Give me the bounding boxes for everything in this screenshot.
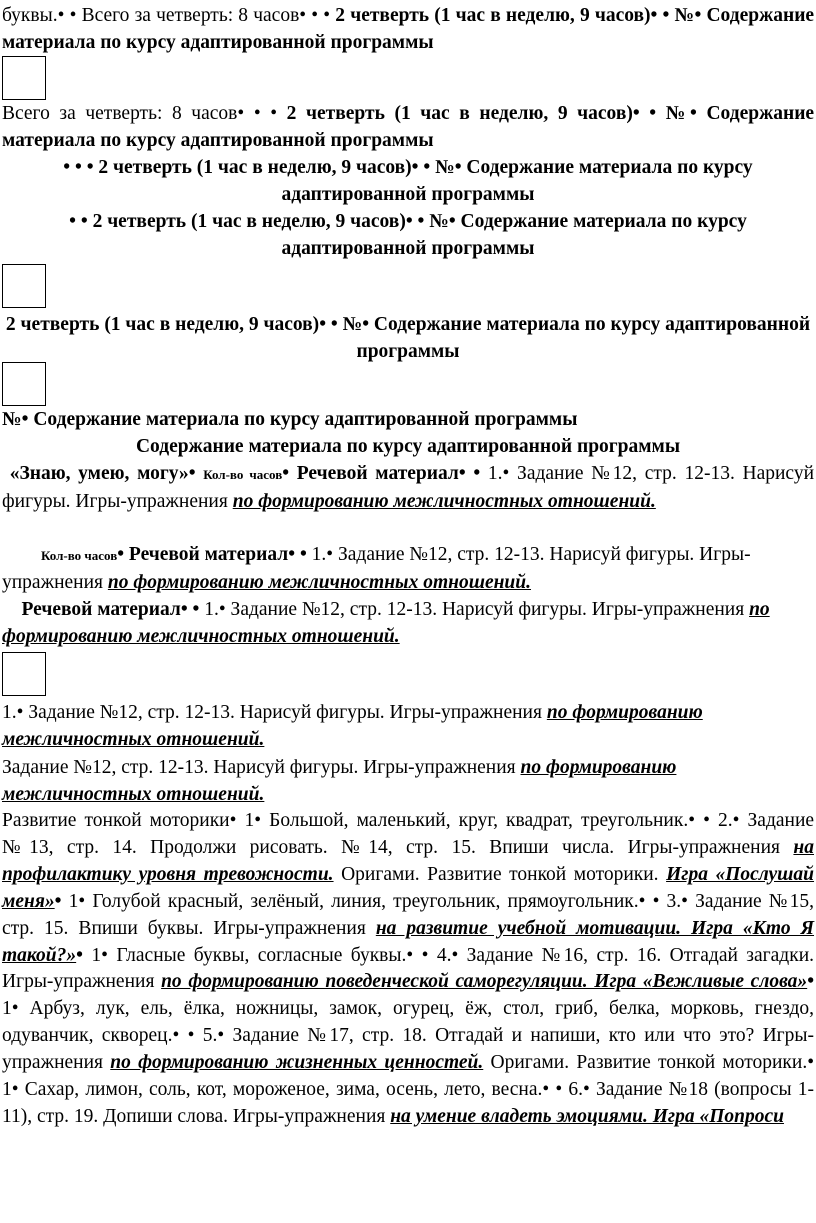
text: по формированию межличностных отношений. <box>2 757 677 805</box>
text: Сахар, лимон, соль, кот, мороженое, зима, осень, лето, весна. <box>24 1079 543 1101</box>
bullet: • <box>192 599 200 620</box>
text: Всего за четверть: 8 часов <box>81 5 300 26</box>
text: буквы. <box>2 5 58 26</box>
paragraph-11 <box>2 699 814 753</box>
bullet: • <box>421 944 429 966</box>
text: по формированию жизненных ценностей. <box>110 1052 484 1074</box>
bullet: • <box>16 702 24 723</box>
bullet: • <box>229 810 237 831</box>
bullet: • <box>299 5 307 26</box>
bullet: • <box>180 599 188 620</box>
bullet: • <box>650 5 658 26</box>
text: 2 четверть (1 час в неделю, 9 часов) <box>286 103 633 124</box>
paragraph-9 <box>2 541 814 596</box>
text: Гласные буквы, согласные буквы. <box>116 944 407 966</box>
bullet: • <box>80 211 88 232</box>
text: Содержание материала по курсу адаптированной программы <box>281 157 753 205</box>
text: 1. <box>487 463 503 484</box>
bullet: • <box>319 314 327 335</box>
text: 1 <box>2 998 12 1020</box>
text: Задание №12, стр. 12-13. Нарисуй фигуры. Игры-упражнения <box>230 599 745 620</box>
bullet: • <box>362 314 370 335</box>
text: Голубой красный, зелёный, линия, треугольник, прямоугольник. <box>92 890 639 912</box>
bullet: • <box>117 544 125 565</box>
text: Содержание материала по курсу адаптированной программы <box>281 211 747 259</box>
text: 2. <box>718 810 733 831</box>
text: Задание №12, стр. 12-13. Нарисуй фигуры. Игры-упражнения <box>2 757 516 778</box>
text: 2 четверть (1 час в неделю, 9 часов) <box>98 157 412 178</box>
text: 5. <box>202 1025 218 1047</box>
text: Кол-во часов <box>41 548 118 563</box>
paragraph-10 <box>2 596 814 650</box>
bullet: • <box>807 971 815 993</box>
bullet: • <box>69 211 76 232</box>
text: по формированию межличностных отношений. <box>107 572 531 593</box>
text: по формированию межличностных отношений. <box>232 491 656 512</box>
text: Большой, маленький, круг, квадрат, треугольник. <box>269 810 689 831</box>
text: Содержание материала по курсу адаптированной программы <box>356 314 811 362</box>
text: Задание №16, стр. 16. Отгадай загадки. Игры-упражнения <box>2 944 815 993</box>
bullet: • <box>694 5 702 26</box>
bullet: • <box>218 599 226 620</box>
text: Содержание материала по курсу адаптированной программы <box>33 409 578 430</box>
text: № <box>674 5 695 26</box>
text: Задание №13, стр. 14. Продолжи рисовать. №14, стр. 15. Впиши числа. Игры-упражнения <box>2 810 815 858</box>
paragraph-2 <box>2 100 814 154</box>
bullet: • <box>57 5 65 26</box>
bullet: • <box>417 211 425 232</box>
bullet: • <box>253 103 261 124</box>
paragraph-1 <box>2 2 814 56</box>
bullet: • <box>75 157 82 178</box>
bullet: • <box>254 810 262 831</box>
paragraph-8 <box>2 460 814 515</box>
text: Речевой материал <box>128 544 289 565</box>
bullet: • <box>732 810 740 831</box>
text: Задание №17, стр. 18. Отгадай и напиши, кто или что это? Игры-упражнения <box>2 1025 815 1074</box>
bullet: • <box>288 544 296 565</box>
bullet: • <box>632 103 640 124</box>
empty-cell-box <box>2 264 46 308</box>
bullet: • <box>11 998 19 1020</box>
bullet: • <box>405 211 413 232</box>
paragraph-7 <box>2 433 814 460</box>
bullet: • <box>270 103 278 124</box>
bullet: • <box>86 157 94 178</box>
bullet: • <box>282 463 290 484</box>
text: Задание №12, стр. 12-13. Нарисуй фигуры. Игры-упражнения <box>2 463 815 512</box>
text: Содержание материала по курсу адаптированной программы <box>2 5 815 53</box>
bullet: • <box>330 314 338 335</box>
bullet: • <box>54 890 62 912</box>
paragraph-12 <box>2 754 814 808</box>
paragraph-5 <box>2 311 814 365</box>
bullet: • <box>21 409 29 430</box>
text: Всего за четверть: 8 часов <box>2 103 238 124</box>
text: Оригами. Развитие тонкой моторики. <box>341 863 659 885</box>
bullet: • <box>502 463 510 484</box>
text: Содержание материала по курсу адаптированной программы <box>2 103 815 151</box>
text: № <box>435 157 455 178</box>
text: по формированию межличностных отношений. <box>2 702 703 750</box>
bullet: • <box>681 890 688 912</box>
text: Задание №15, стр. 15. Впиши буквы. Игры-упражнения <box>2 890 815 939</box>
text: 2 четверть (1 час в неделю, 9 часов) <box>92 211 406 232</box>
bullet: • <box>187 1025 195 1047</box>
text: Задание №12, стр. 12-13. Нарисуй фигуры. Игры-упражнения <box>28 702 542 723</box>
text: 1 <box>2 1079 12 1101</box>
text: Игра «Послушай меня» <box>2 863 815 912</box>
text: Развитие тонкой моторики <box>2 810 230 831</box>
text: № <box>2 409 22 430</box>
bullet: • <box>582 1079 590 1101</box>
text: Задание №12, стр. 12-13. Нарисуй фигуры. Игры-упражнения <box>2 544 751 593</box>
paragraph-long <box>2 808 814 1131</box>
bullet: • <box>411 157 419 178</box>
text: 1. <box>311 544 327 565</box>
text: 3. <box>666 890 682 912</box>
empty-cell-box <box>2 362 46 406</box>
bullet: • <box>69 5 77 26</box>
bullet: • <box>473 463 481 484</box>
text: Содержание материала по курсу адаптированной программы <box>135 436 681 457</box>
paragraph-4 <box>2 208 814 262</box>
paragraph-6 <box>2 406 814 433</box>
text: 1 <box>244 810 255 831</box>
text: по формированию межличностных отношений. <box>2 599 770 647</box>
bullet: • <box>323 5 331 26</box>
bullet: • <box>11 1079 19 1101</box>
bullet: • <box>703 810 710 831</box>
bullet: • <box>807 1052 815 1074</box>
text: «Знаю, умею, могу» <box>9 463 189 484</box>
empty-cell-box <box>2 652 46 696</box>
bullet: • <box>638 890 646 912</box>
bullet: • <box>76 944 83 966</box>
text: на умение владеть эмоциями. Игра «Попроси <box>390 1105 784 1127</box>
paragraph-3 <box>2 154 814 208</box>
text: 2 четверть (1 час в неделю, 9 часов) <box>335 5 651 26</box>
bullet: • <box>690 103 697 124</box>
text: Кол-во часов <box>203 467 283 482</box>
text: по формированию поведенческой саморегуляции. Игра «Вежливые слова» <box>161 971 808 993</box>
text: № <box>342 314 363 335</box>
text: Речевой материал <box>21 599 181 620</box>
text: Речевой материал <box>296 463 459 484</box>
bullet: • <box>454 157 462 178</box>
bullet: • <box>542 1079 550 1101</box>
bullet: • <box>188 463 196 484</box>
bullet: • <box>63 157 71 178</box>
bullet: • <box>423 157 431 178</box>
bullet: • <box>555 1079 563 1101</box>
text: 1. <box>204 599 219 620</box>
bullet: • <box>662 5 670 26</box>
text: 6. <box>568 1079 583 1101</box>
bullet: • <box>101 944 108 966</box>
text: Задание №18 (вопросы 1-11), стр. 19. Допиши слова. Игры-упражнения <box>2 1079 815 1127</box>
bullet: • <box>649 103 657 124</box>
bullet: • <box>78 890 86 912</box>
text: на развитие учебной мотивации. Игра «Кто Я такой?» <box>2 917 815 966</box>
bullet: • <box>652 890 660 912</box>
text: 2 четверть (1 час в неделю, 9 часов) <box>5 314 320 335</box>
text: 4. <box>436 944 452 966</box>
bullet: • <box>406 944 414 966</box>
text: Оригами. Развитие тонкой моторики. <box>490 1052 808 1074</box>
empty-cell-box <box>2 56 46 100</box>
bullet: • <box>217 1025 225 1047</box>
text: на профилактику уровня тревожности. <box>2 836 814 885</box>
bullet: • <box>688 810 696 831</box>
bullet: • <box>172 1025 180 1047</box>
bullet: • <box>326 544 334 565</box>
bullet: • <box>448 211 456 232</box>
text: Арбуз, лук, ель, ёлка, ножницы, замок, огурец, ёж, стол, гриб, белка, морковь, гнездо, одуванчик, скворец. <box>2 998 815 1047</box>
bullet: • <box>451 944 459 966</box>
text: 1 <box>91 944 102 966</box>
bullet: • <box>237 103 245 124</box>
text: № <box>665 103 691 124</box>
text: 1 <box>68 890 79 912</box>
bullet: • <box>311 5 319 26</box>
bullet: • <box>458 463 466 484</box>
text: № <box>429 211 449 232</box>
bullet: • <box>299 544 307 565</box>
text: 1. <box>2 702 17 723</box>
